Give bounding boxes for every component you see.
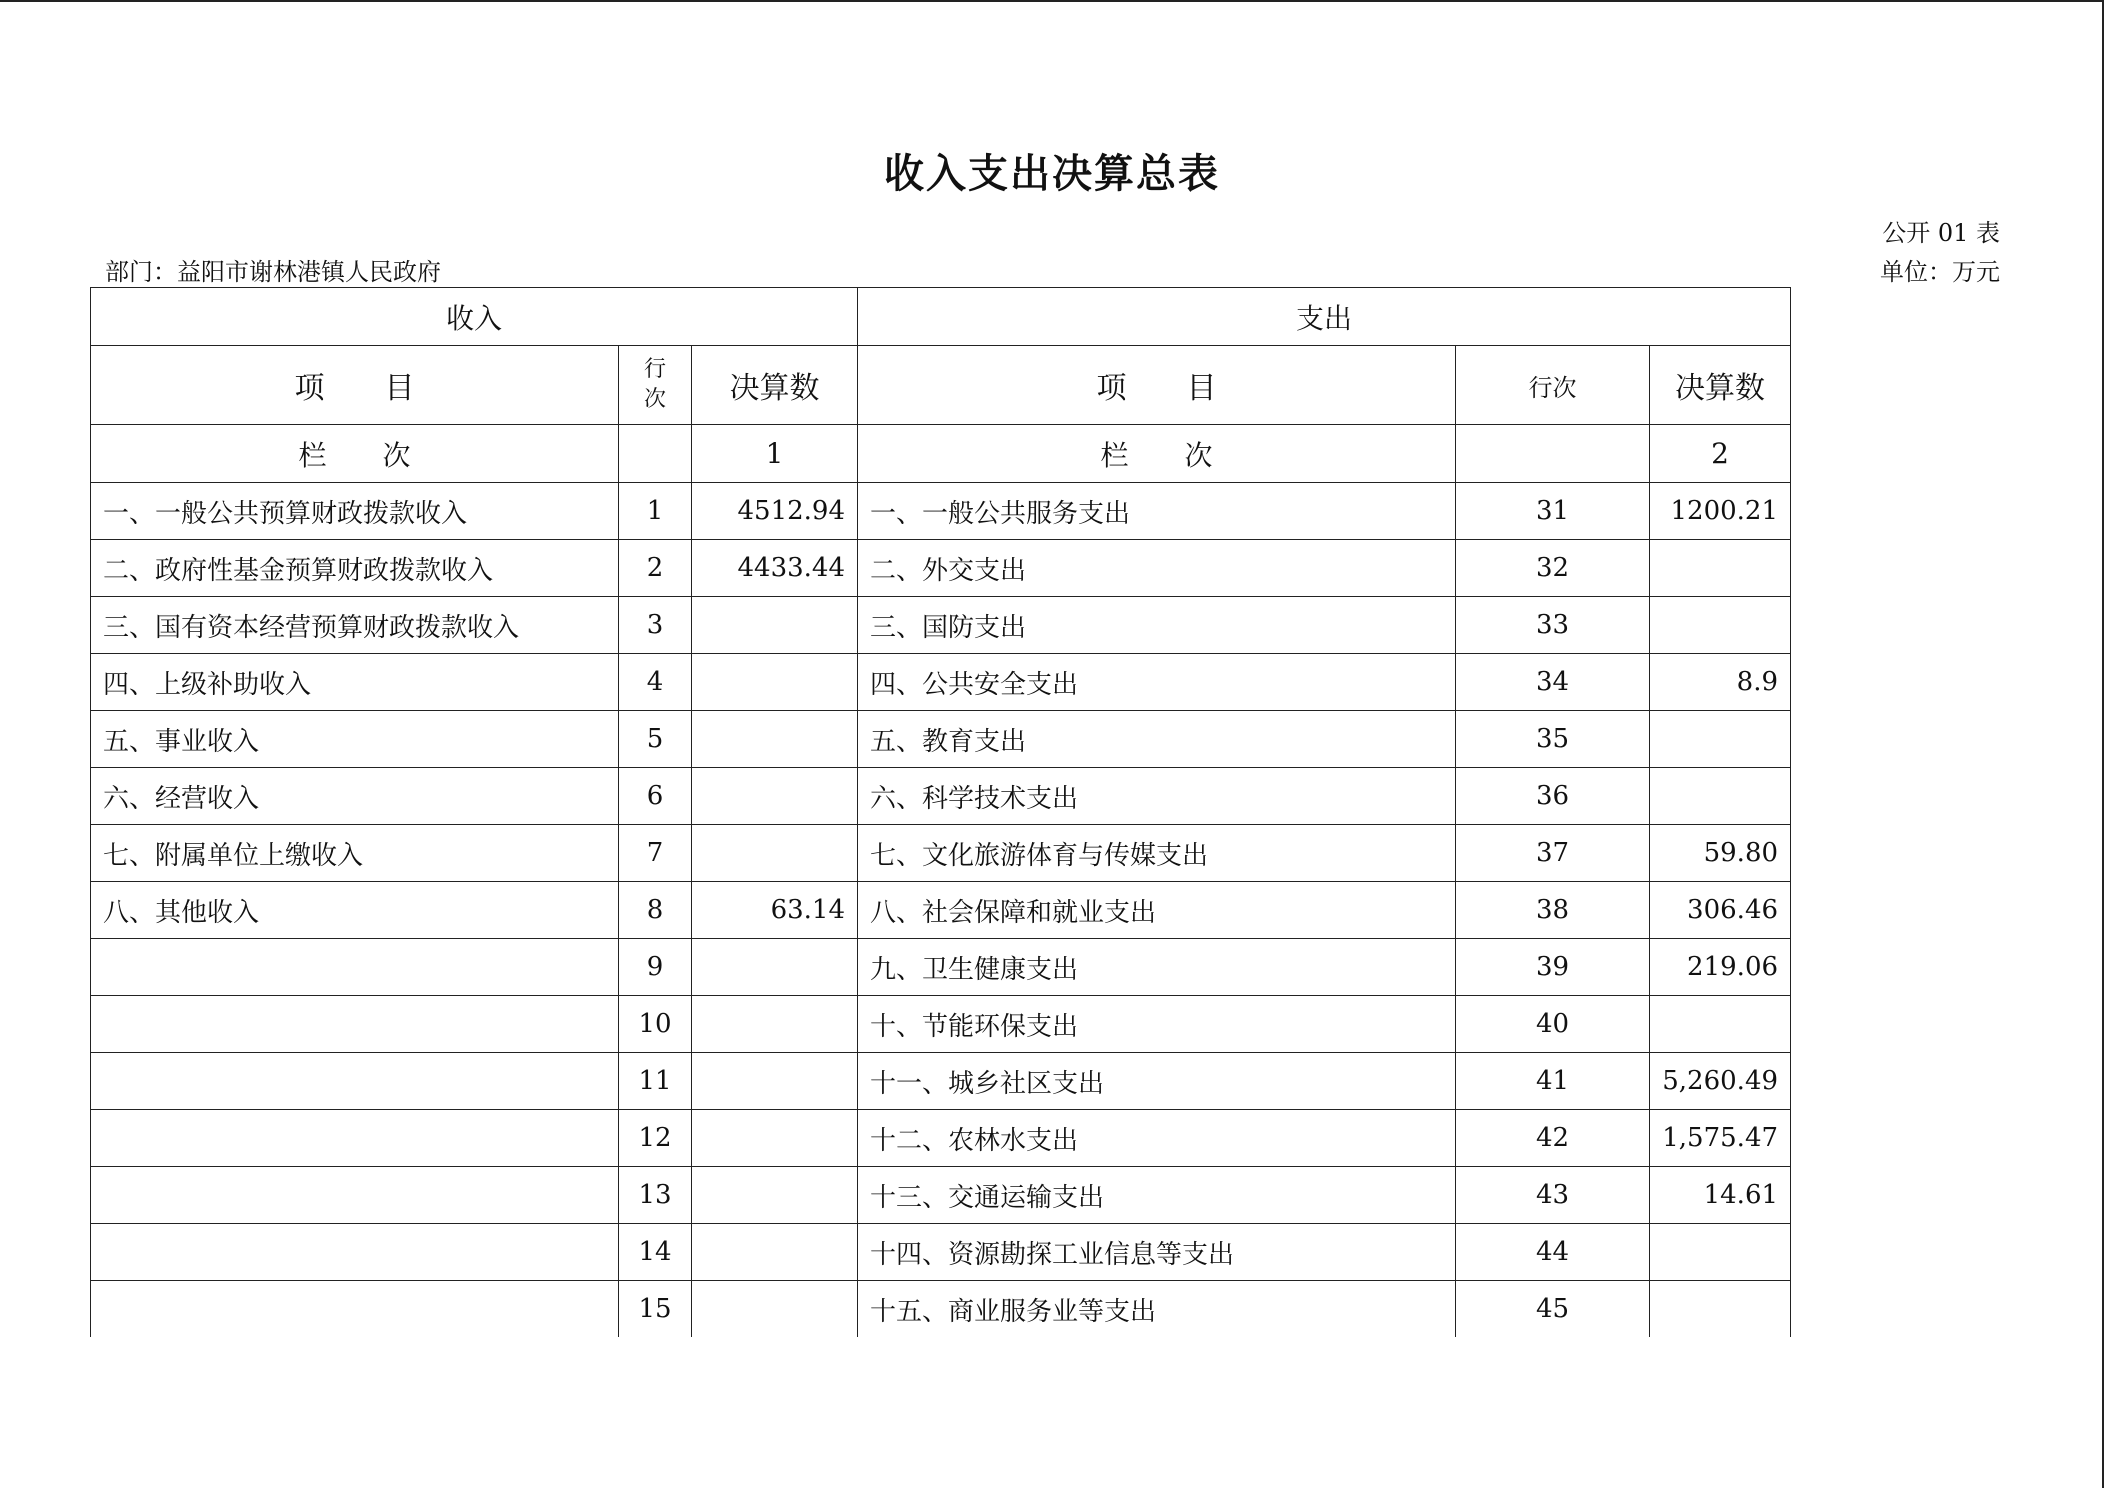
table-row — [91, 1281, 1791, 1338]
expense-item-cell: 十五、商业服务业等支出 — [858, 1281, 1456, 1338]
expense-amount-cell: 306.46 — [1650, 882, 1791, 939]
expense-amount-cell — [1650, 768, 1791, 825]
page-border-top — [0, 0, 2104, 2]
table-row — [91, 1053, 1791, 1110]
income-row-no-cell: 13 — [619, 1167, 692, 1224]
expense-item-cell: 十三、交通运输支出 — [858, 1167, 1456, 1224]
income-row-no-cell: 6 — [619, 768, 692, 825]
expense-row-no-cell: 43 — [1456, 1167, 1650, 1224]
expense-row-no-cell: 37 — [1456, 825, 1650, 882]
income-amount-cell — [692, 768, 858, 825]
table-row — [91, 768, 1791, 825]
expense-row-no-cell: 32 — [1456, 540, 1650, 597]
table-row — [91, 939, 1791, 996]
income-amount-cell — [692, 1110, 858, 1167]
income-item-cell — [91, 996, 619, 1053]
income-row-no-cell: 1 — [619, 483, 692, 540]
expense-column-label: 栏 次 — [858, 425, 1456, 483]
expense-item-cell: 十一、城乡社区支出 — [858, 1053, 1456, 1110]
form-code: 公开 01 表 — [1882, 219, 2000, 247]
income-expense-table — [90, 287, 1791, 1337]
income-row-no-cell: 9 — [619, 939, 692, 996]
expense-item-cell: 二、外交支出 — [858, 540, 1456, 597]
income-amount-cell: 63.14 — [692, 882, 858, 939]
table-row — [91, 654, 1791, 711]
expense-amount-cell: 1200.21 — [1650, 483, 1791, 540]
income-amount-cell — [692, 1281, 858, 1338]
expense-item-cell: 十二、农林水支出 — [858, 1110, 1456, 1167]
income-row-no-cell: 11 — [619, 1053, 692, 1110]
income-row-no-cell: 2 — [619, 540, 692, 597]
income-item-cell: 五、事业收入 — [91, 711, 619, 768]
income-row-no-header — [619, 346, 692, 425]
income-item-cell: 二、政府性基金预算财政拨款收入 — [91, 540, 619, 597]
income-item-cell — [91, 939, 619, 996]
income-amount-cell — [692, 597, 858, 654]
income-amount-cell — [692, 939, 858, 996]
income-row-no-cell: 15 — [619, 1281, 692, 1338]
income-row-no-cell: 14 — [619, 1224, 692, 1281]
expense-item-cell: 七、文化旅游体育与传媒支出 — [858, 825, 1456, 882]
expense-row-no-cell: 45 — [1456, 1281, 1650, 1338]
expense-row-no-cell: 41 — [1456, 1053, 1650, 1110]
expense-amount-cell: 59.80 — [1650, 825, 1791, 882]
expense-row-no-cell: 44 — [1456, 1224, 1650, 1281]
department-label: 部门：益阳市谢林港镇人民政府 — [105, 258, 441, 286]
expense-row-no-header: 行次 — [1456, 346, 1650, 425]
table-row — [91, 1110, 1791, 1167]
income-amount-header: 决算数 — [692, 346, 858, 425]
table-row — [91, 882, 1791, 939]
expense-item-cell: 一、一般公共服务支出 — [858, 483, 1456, 540]
income-row-no-cell: 12 — [619, 1110, 692, 1167]
expense-amount-cell — [1650, 711, 1791, 768]
expense-row-no-cell: 38 — [1456, 882, 1650, 939]
expense-amount-cell — [1650, 996, 1791, 1053]
income-item-header: 项 目 — [91, 346, 619, 425]
expense-amount-cell: 14.61 — [1650, 1167, 1791, 1224]
income-amount-cell — [692, 711, 858, 768]
income-row-no-cell: 5 — [619, 711, 692, 768]
table-row — [91, 597, 1791, 654]
income-item-cell: 四、上级补助收入 — [91, 654, 619, 711]
income-item-cell — [91, 1167, 619, 1224]
expense-row-no-cell: 31 — [1456, 483, 1650, 540]
row-no-line1: 行 — [643, 357, 666, 382]
page-title: 收入支出决算总表 — [884, 150, 1220, 197]
income-item-cell: 三、国有资本经营预算财政拨款收入 — [91, 597, 619, 654]
income-section-header: 收入 — [91, 288, 858, 346]
expense-row-no-cell: 36 — [1456, 768, 1650, 825]
table-row — [91, 483, 1791, 540]
expense-row-no-cell: 42 — [1456, 1110, 1650, 1167]
expense-item-cell: 九、卫生健康支出 — [858, 939, 1456, 996]
income-column-number: 1 — [692, 425, 858, 483]
income-item-cell — [91, 1110, 619, 1167]
expense-item-cell: 三、国防支出 — [858, 597, 1456, 654]
income-item-cell: 一、一般公共预算财政拨款收入 — [91, 483, 619, 540]
table-row — [91, 540, 1791, 597]
income-row-no-cell: 10 — [619, 996, 692, 1053]
income-item-cell: 六、经营收入 — [91, 768, 619, 825]
income-amount-cell — [692, 654, 858, 711]
expense-item-cell: 四、公共安全支出 — [858, 654, 1456, 711]
income-item-cell: 八、其他收入 — [91, 882, 619, 939]
expense-amount-cell: 1,575.47 — [1650, 1110, 1791, 1167]
expense-row-no-cell: 33 — [1456, 597, 1650, 654]
expense-item-header: 项 目 — [858, 346, 1456, 425]
table-row — [91, 711, 1791, 768]
income-row-no-cell: 4 — [619, 654, 692, 711]
income-item-cell: 七、附属单位上缴收入 — [91, 825, 619, 882]
expense-amount-cell — [1650, 597, 1791, 654]
expense-item-cell: 八、社会保障和就业支出 — [858, 882, 1456, 939]
income-item-cell — [91, 1053, 619, 1110]
income-item-cell — [91, 1281, 619, 1338]
income-amount-cell — [692, 825, 858, 882]
expense-column-number: 2 — [1650, 425, 1791, 483]
row-no-line2: 次 — [643, 387, 666, 412]
expense-column-label-blank — [1456, 425, 1650, 483]
income-amount-cell — [692, 1167, 858, 1224]
expense-row-no-cell: 34 — [1456, 654, 1650, 711]
table-row — [91, 996, 1791, 1053]
expense-amount-cell: 5,260.49 — [1650, 1053, 1791, 1110]
income-amount-cell: 4433.44 — [692, 540, 858, 597]
income-row-no-cell: 8 — [619, 882, 692, 939]
expense-row-no-cell: 35 — [1456, 711, 1650, 768]
table-row — [91, 1224, 1791, 1281]
expense-amount-cell: 8.9 — [1650, 654, 1791, 711]
income-item-cell — [91, 1224, 619, 1281]
income-column-label: 栏 次 — [91, 425, 619, 483]
income-row-no-cell: 7 — [619, 825, 692, 882]
expense-row-no-cell: 39 — [1456, 939, 1650, 996]
income-column-label-blank — [619, 425, 692, 483]
income-amount-cell: 4512.94 — [692, 483, 858, 540]
table-row — [91, 825, 1791, 882]
income-amount-cell — [692, 996, 858, 1053]
expense-section-header: 支出 — [858, 288, 1791, 346]
expense-amount-header: 决算数 — [1650, 346, 1791, 425]
expense-amount-cell — [1650, 540, 1791, 597]
section-header-row — [91, 288, 1791, 346]
expense-item-cell: 五、教育支出 — [858, 711, 1456, 768]
column-label-row — [91, 425, 1791, 483]
column-header-row — [91, 346, 1791, 425]
expense-item-cell: 十、节能环保支出 — [858, 996, 1456, 1053]
expense-row-no-cell: 40 — [1456, 996, 1650, 1053]
expense-amount-cell — [1650, 1224, 1791, 1281]
expense-amount-cell: 219.06 — [1650, 939, 1791, 996]
unit-label: 单位：万元 — [1880, 258, 2000, 286]
income-amount-cell — [692, 1053, 858, 1110]
table-row — [91, 1167, 1791, 1224]
expense-item-cell: 六、科学技术支出 — [858, 768, 1456, 825]
income-amount-cell — [692, 1224, 858, 1281]
expense-item-cell: 十四、资源勘探工业信息等支出 — [858, 1224, 1456, 1281]
expense-amount-cell — [1650, 1281, 1791, 1338]
income-row-no-cell: 3 — [619, 597, 692, 654]
